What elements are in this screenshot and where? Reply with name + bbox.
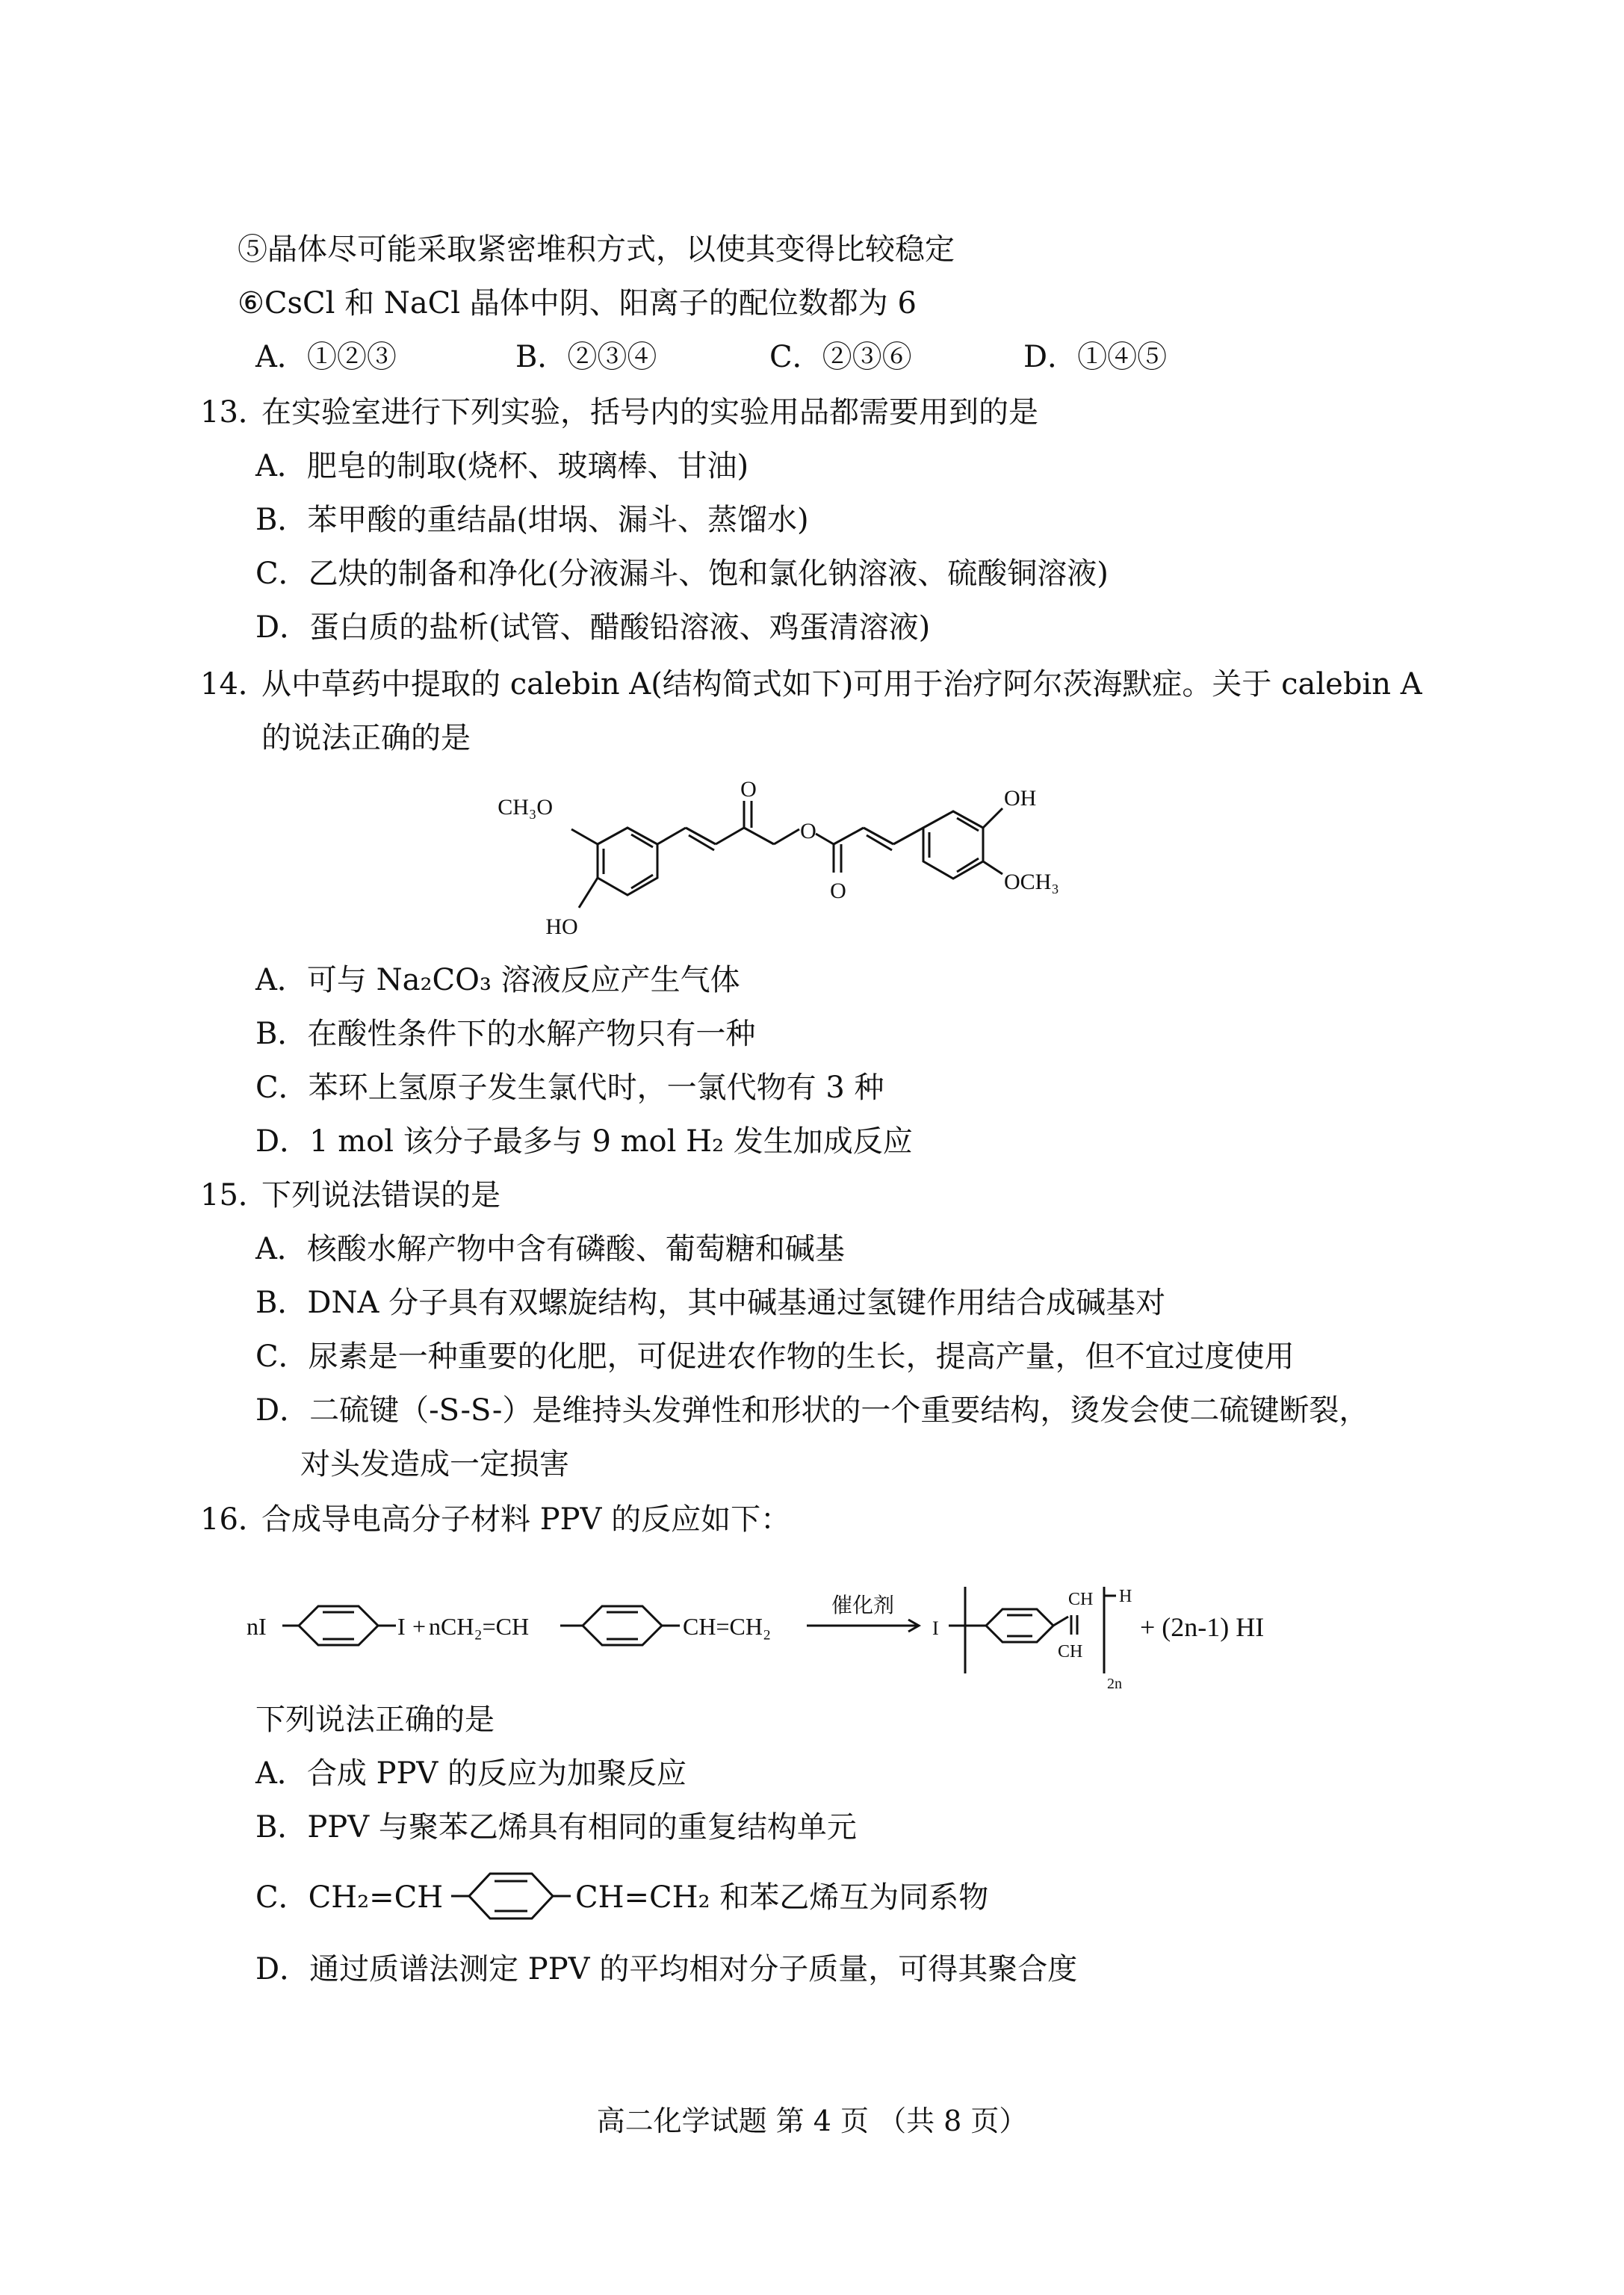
q13-option-d: D．蛋白质的盐析(试管、醋酸铅溶液、鸡蛋清溶液) [255,610,931,645]
q14-option-c: C．苯环上氢原子发生氯代时，一氯代物有 3 种 [255,1071,884,1105]
q14-option-a: A．可与 Na₂CO₃ 溶液反应产生气体 [255,963,740,997]
reactant2-suffix: CH=CH₂ [683,1613,772,1640]
oh-label: OH [1004,786,1037,811]
left-benzene-ring [598,828,657,895]
q15-option-c: C．尿素是一种重要的化肥，可促进农作物的生长，提高产量，但不宜过度使用 [255,1339,1295,1374]
plus-sign: + [412,1613,427,1640]
q13-option-b: B．苯甲酸的重结晶(坩埚、漏斗、蒸馏水) [255,503,809,537]
q16-option-b: B．PPV 与聚苯乙烯具有相同的重复结构单元 [255,1810,857,1845]
q15-option-b: B．DNA 分子具有双螺旋结构，其中碱基通过氢键作用结合成碱基对 [255,1286,1166,1320]
q12-statement-5: ⑤晶体尽可能采取紧密堆积方式，以使其变得比较稳定 [238,232,955,267]
q15-option-a: A．核酸水解产物中含有磷酸、葡萄糖和碱基 [255,1232,845,1266]
calebin-a-structure [448,762,1195,956]
q15-number: 15． [200,1178,268,1212]
product-i-label: I [932,1617,939,1639]
q15-option-d-continued: 对头发造成一定损害 [300,1447,569,1481]
q16-option-c-ring [451,1851,571,1941]
byproduct-label: + (2n-1) HI [1140,1612,1265,1642]
q16-substem: 下列说法正确的是 [255,1703,495,1737]
q15-stem: 下列说法错误的是 [261,1178,500,1212]
q13-stem: 在实验室进行下列实验，括号内的实验用品都需要用到的是 [261,395,1038,430]
q12-option-c: C．②③⑥ [769,340,912,374]
q16-option-a: A．合成 PPV 的反应为加聚反应 [255,1756,687,1791]
q16-stem: 合成导电高分子材料 PPV 的反应如下： [261,1502,791,1537]
product-ch-bottom: CH [1058,1642,1083,1661]
ppv-reaction-scheme [247,1554,1412,1696]
reactant2-prefix: nCH₂=CH [429,1613,530,1640]
q14-option-d: D．1 mol 该分子最多与 9 mol H₂ 发生加成反应 [255,1124,913,1159]
right-benzene-ring [923,811,983,879]
product-h-label: H [1119,1587,1132,1606]
ch3o-label: CH₃O [498,795,553,820]
q13-option-a: A．肥皂的制取(烧杯、玻璃棒、甘油) [255,449,749,483]
och3-label: OCH₃ [1004,870,1059,894]
catalyst-label: 催化剂 [831,1594,895,1617]
q16-option-c-prefix: C．CH₂=CH [255,1880,444,1915]
ester-o-label: O [800,819,816,843]
page-footer: 高二化学试题 第 4 页 （共 8 页） [596,2104,1028,2137]
q15-option-d: D．二硫键（-S-S-）是维持头发弹性和形状的一个重要结构，烫发会使二硫键断裂， [255,1393,1369,1428]
reactant1-suffix: I [397,1613,406,1640]
q13-number: 13． [200,395,268,430]
ho-label: HO [545,914,578,939]
q12-statement-6: ⑥CsCl 和 NaCl 晶体中阴、阳离子的配位数都为 6 [238,286,917,320]
ketone-o-label: O [740,777,757,802]
q14-option-b: B．在酸性条件下的水解产物只有一种 [255,1017,756,1051]
q12-option-a: A．①②③ [255,340,397,374]
product-subscript: 2n [1107,1676,1122,1692]
q14-number: 14． [200,667,268,701]
q16-option-c-suffix: CH=CH₂ 和苯乙烯互为同系物 [575,1880,989,1915]
ester-carbonyl-o-label: O [830,879,846,903]
q13-option-c: C．乙炔的制备和净化(分液漏斗、饱和氯化钠溶液、硫酸铜溶液) [255,557,1109,591]
q14-stem-line-2: 的说法正确的是 [261,721,471,755]
q12-option-d: D．①④⑤ [1023,340,1168,374]
reactant1-prefix: nI [247,1613,267,1640]
q16-option-d: D．通过质谱法测定 PPV 的平均相对分子质量，可得其聚合度 [255,1952,1078,1986]
q12-option-b: B．②③④ [515,340,657,374]
q16-number: 16． [200,1502,268,1537]
product-ch-top: CH [1068,1590,1094,1609]
q14-stem-line-1: 从中草药中提取的 calebin A(结构简式如下)可用于治疗阿尔茨海默症。关于 calebin A [261,667,1422,701]
